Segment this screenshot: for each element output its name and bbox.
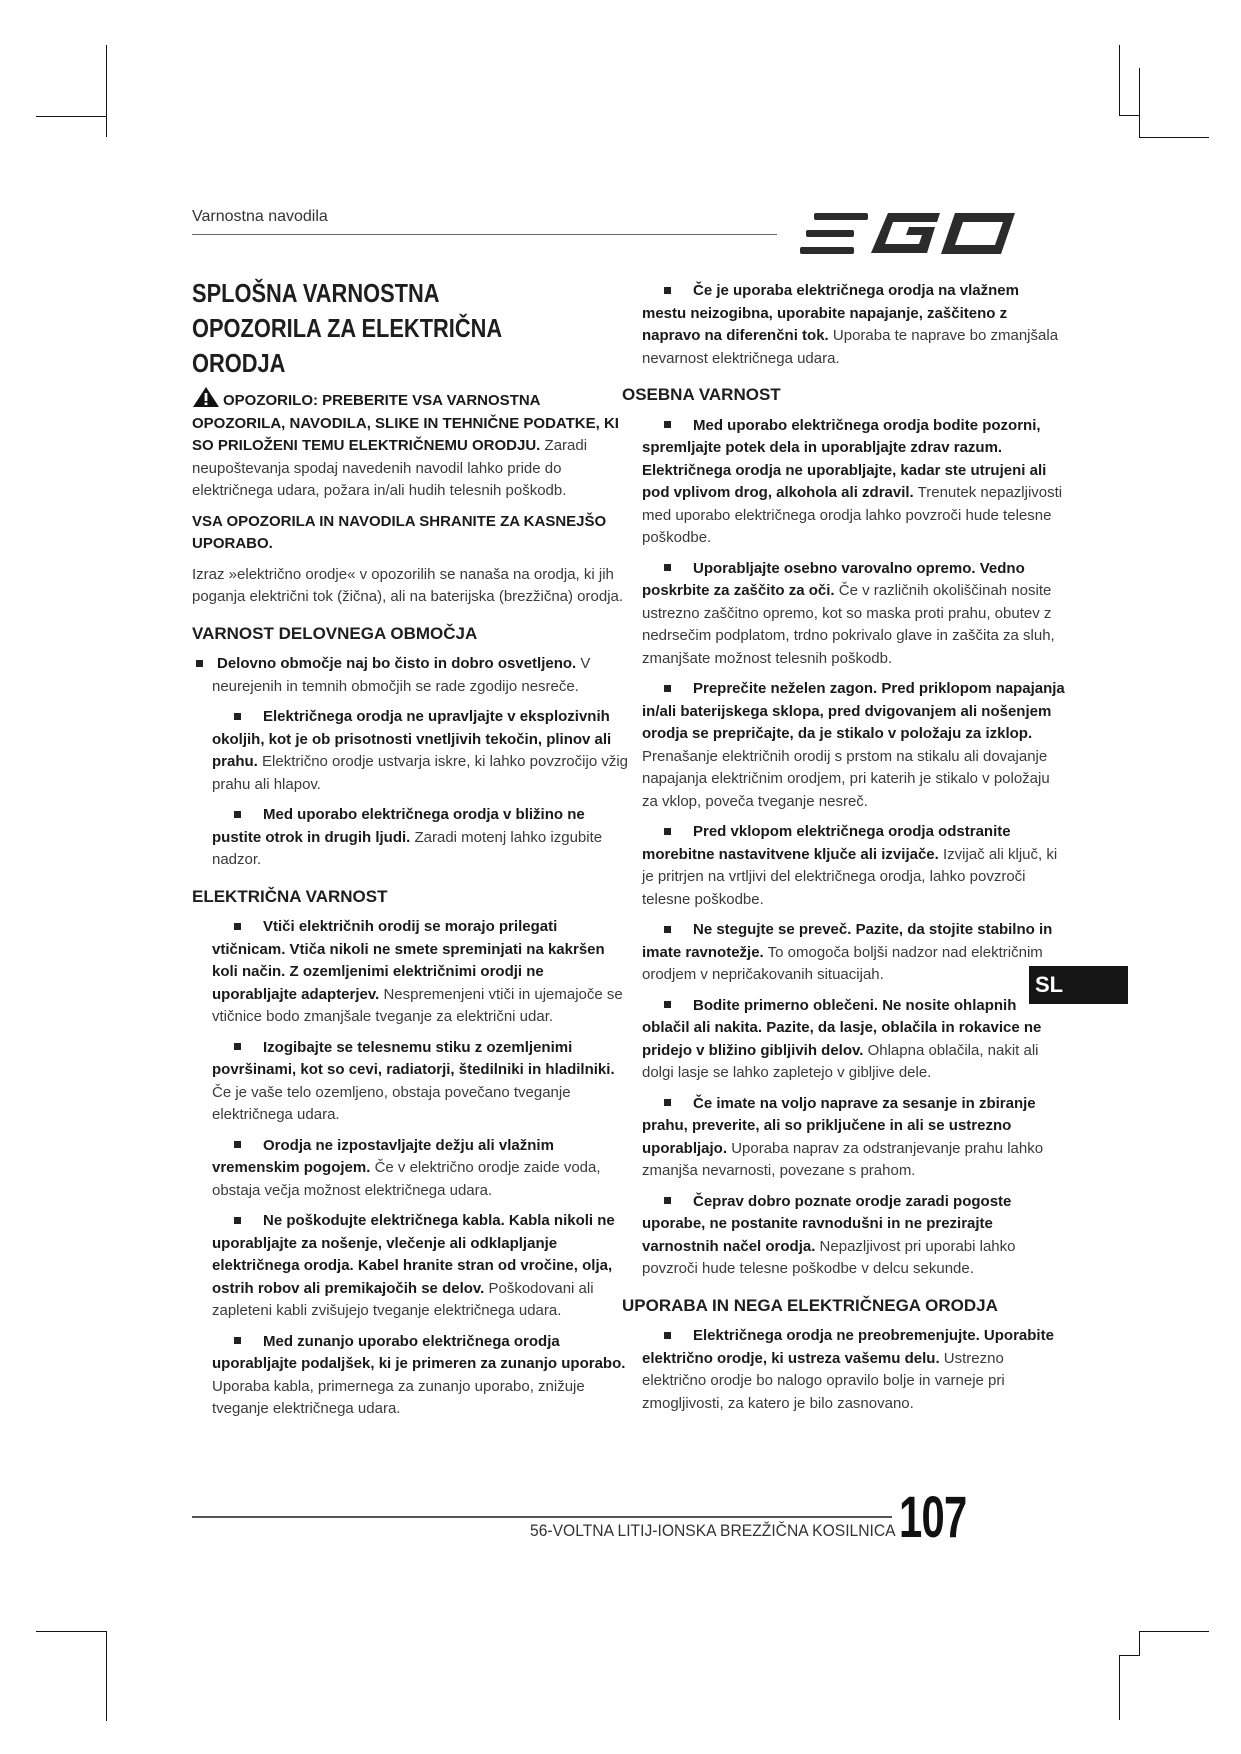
item-bold: Med zunanjo uporabo električnega orodja uporabljajte podaljšek, ki je primeren za zunanjo uporabo. <box>212 1332 626 1372</box>
footer-title: 56-VOLTNA LITIJ-IONSKA BREZŽIČNA KOSILNICA <box>530 1521 896 1540</box>
page-number: 107 <box>899 1485 967 1550</box>
brand-logo <box>800 205 1030 268</box>
item-text: Uporaba te naprave bo zmanjšala nevarnost električnega udara. <box>642 327 1059 367</box>
warning-text: Zaradi neupoštevanja spodaj navedenih navodil lahko pride do električnega udara, požara in/ali hudih telesnih poškodb. <box>192 437 588 499</box>
bullet-square-icon <box>664 564 671 571</box>
list-item <box>622 678 1067 813</box>
footer-rule <box>192 1516 892 1518</box>
crop-mark-top-left <box>36 116 106 117</box>
crop-mark-top-right <box>1139 68 1140 138</box>
crop-mark-top-left <box>106 45 107 137</box>
item-text: Nespremenjeni vtiči in ujemajoče se vtičnice bodo zmanjšale tveganje za električni udar. <box>212 985 623 1025</box>
section-heading-electric: ELEKTRIČNA VARNOST <box>192 886 388 906</box>
bullet-square-icon <box>664 828 671 835</box>
item-text: To omogoča boljši nadzor nad električnim orodjem v nepričakovanih situacijah. <box>642 943 1043 983</box>
intro-paragraph: Izraz »električno orodje« v opozorilih se nanaša na orodja, ki jih poganja električni tok (žična), ali na baterijska (brezžična) orodja. <box>192 565 624 605</box>
item-bold: Ne poškodujte električnega kabla. Kabla nikoli ne uporabljajte za nošenje, vlečenje ali odklapljanje električnega orodja. Kabel hranite stran od vročine, olja, ostrih robov ali premikajočih se delov. <box>212 1212 615 1297</box>
bullet-square-icon <box>664 685 671 692</box>
crop-mark-top-right <box>1139 137 1209 138</box>
item-text: Prenašanje električnih orodij s prstom na stikalu ali dovajanje napajanja električnim orodjem, pri katerih je stikalo v položaju za vklop, poveča tveganje nesreč. <box>642 747 1050 810</box>
left-column <box>192 276 632 1429</box>
item-text: Ohlapna oblačila, nakit ali dolgi lasje se lahko zapletejo v gibljive dele. <box>642 1041 1039 1081</box>
item-text: Uporaba kabla, primernega za zunanjo uporabo, znižuje tveganje električnega udara. <box>212 1377 585 1417</box>
bullet-square-icon <box>234 923 241 930</box>
item-text: Če v različnih okoliščinah nosite ustrezno zaščitno opremo, kot so maska proti prahu, obutev z nedrsečim podplatom, trdno pokrivalo glave in zaščita za sluh, zmanjšate možnost telesnih poškodb. <box>642 582 1055 667</box>
item-bold: Med uporabo električnega orodja bodite pozorni, spremljajte potek dela in uporabljajte zdrav razum. Električnega orodja ne uporabljajte, kadar ste utrujeni ali pod vplivom drog, alkohola ali zdravil. <box>642 416 1047 501</box>
bullet-square-icon <box>664 1001 671 1008</box>
crop-mark-top-right <box>1119 45 1120 115</box>
bullet-square-icon <box>196 660 203 667</box>
list-item <box>622 1191 1067 1281</box>
list-item <box>622 1093 1067 1183</box>
bullet-square-icon <box>664 287 671 294</box>
running-header: Varnostna navodila <box>192 208 328 225</box>
save-instructions: VSA OPOZORILA IN NAVODILA SHRANITE ZA KASNEJŠO UPORABO. <box>192 512 607 552</box>
item-text: Izvijač ali ključ, ki je pritrjen na vrtljivi del električnega orodja, lahko povzroči telesne poškodbe. <box>642 845 1058 908</box>
bullet-square-icon <box>664 1197 671 1204</box>
section-heading-work-area: VARNOST DELOVNEGA OBMOČJA <box>192 623 478 643</box>
item-bold: Vtiči električnih orodij se morajo prilegati vtičnicam. Vtiča nikoli ne smete spreminjati na kakršen koli način. Z ozemljenimi električnimi orodji ne uporabljajte adapterjev. <box>212 918 605 1003</box>
item-bold: Če imate na voljo naprave za sesanje in zbiranje prahu, preverite, ali so priključene in ali se ustrezno uporabljajo. <box>642 1094 1036 1157</box>
item-bold: Če je uporaba električnega orodja na vlažnem mestu neizogibna, uporabite napajanje, zaščiteno z napravo na diferenčni tok. <box>642 282 1019 344</box>
warning-heading: OPOZORILO: PREBERITE VSA VARNOSTNA OPOZORILA, NAVODILA, SLIKE IN TEHNIČNE PODATKE, KI SO PRILOŽENI TEMU ELEKTRIČNEMU ORODJU. <box>192 392 619 454</box>
item-bold: Izogibajte se telesnemu stiku z ozemljenimi površinami, kot so cevi, radiatorji, štedilniki in hladilniki. <box>212 1038 615 1078</box>
list-item <box>622 821 1067 911</box>
list-item <box>622 1325 1067 1415</box>
bullet-square-icon <box>234 1141 241 1148</box>
main-title: SPLOŠNA VARNOSTNA OPOZORILA ZA ELEKTRIČNA ORODJA <box>192 278 502 378</box>
item-text: Zaradi motenj lahko izgubite nadzor. <box>212 828 603 868</box>
item-text: V neurejenih in temnih območjih se rade zgodijo nesreče. <box>212 655 591 695</box>
bullet-square-icon <box>234 1217 241 1224</box>
item-text: Če v električno orodje zaide voda, obstaja večja možnost električnega udara. <box>212 1159 601 1199</box>
section-heading-personal: OSEBNA VARNOST <box>622 385 781 404</box>
bullet-square-icon <box>664 1099 671 1106</box>
list-item <box>622 995 1067 1085</box>
item-bold: Bodite primerno oblečeni. Ne nosite ohlapnih oblačil ali nakita. Pazite, da lasje, oblačila in rokavice ne pridejo v bližino gibljivih delov. <box>642 996 1042 1059</box>
section-heading-use-care: UPORABA IN NEGA ELEKTRIČNEGA ORODJA <box>622 1295 998 1315</box>
item-text: Ustrezno električno orodje bo nalogo opravilo bolje in varneje pri zmogljivosti, za katero je bilo zasnovano. <box>642 1349 1005 1412</box>
item-bold: Orodja ne izpostavljajte dežju ali vlažnim vremenskim pogojem. <box>212 1136 554 1176</box>
header-rule <box>192 234 777 235</box>
item-text: Poškodovani ali zapleteni kabli zvišujejo tveganje električnega udara. <box>212 1279 594 1319</box>
item-text: Če je vaše telo ozemljeno, obstaja povečano tveganje električnega udara. <box>212 1083 571 1123</box>
bullet-square-icon <box>664 926 671 933</box>
right-column <box>622 280 1067 1423</box>
crop-mark-bottom-left <box>106 1631 107 1721</box>
bullet-square-icon <box>664 1332 671 1339</box>
crop-mark-bottom-right <box>1139 1631 1140 1656</box>
warning-paragraph <box>192 386 632 503</box>
item-bold: Električnega orodja ne preobremenjujte. Uporabite električno orodje, ki ustreza vašemu delu. <box>642 1327 1054 1367</box>
bullet-square-icon <box>234 713 241 720</box>
list-item <box>622 558 1067 671</box>
item-bold: Delovno območje naj bo čisto in dobro osvetljeno. <box>217 655 577 672</box>
bullet-square-icon <box>664 421 671 428</box>
language-tab: SL <box>1029 966 1128 1004</box>
list-item <box>622 415 1067 550</box>
list-item <box>622 919 1067 987</box>
list-item <box>192 653 632 698</box>
list-item <box>192 1037 632 1127</box>
crop-mark-bottom-right <box>1119 1655 1140 1656</box>
crop-mark-bottom-right <box>1139 1631 1209 1632</box>
list-item <box>192 916 632 1029</box>
item-text: Trenutek nepazljivosti med uporabo električnega orodja lahko povzroči hude telesne poškodbe. <box>642 484 1063 546</box>
item-bold: Pred vklopom električnega orodja odstranite morebitne nastavitvene ključe ali izvijače. <box>642 823 1011 863</box>
item-bold: Električnega orodja ne upravljajte v eksplozivnih okoljih, kot je ob prisotnosti vnetljivih tekočin, plinov ali prahu. <box>212 708 612 770</box>
list-item <box>192 706 632 796</box>
list-item <box>192 1210 632 1323</box>
list-item <box>192 1135 632 1203</box>
bullet-square-icon <box>234 1337 241 1344</box>
item-text: Električno orodje ustvarja iskre, ki lahko povzročijo vžig prahu ali hlapov. <box>212 753 628 793</box>
warning-triangle-icon <box>192 386 220 408</box>
list-item <box>192 804 632 872</box>
ego-logo-icon <box>800 205 1030 263</box>
item-bold: Preprečite neželen zagon. Pred priklopom napajanja in/ali baterijskega sklopa, pred dvigovanjem ali nošenjem orodja se prepričajte, da je stikalo v položaju za izklop. <box>642 680 1065 742</box>
list-item <box>622 280 1067 370</box>
item-bold: Uporabljajte osebno varovalno opremo. Vedno poskrbite za zaščito za oči. <box>642 559 1025 599</box>
crop-mark-bottom-left <box>36 1631 106 1632</box>
crop-mark-bottom-right <box>1119 1655 1120 1720</box>
item-bold: Med uporabo električnega orodja v bližino ne pustite otrok in drugih ljudi. <box>212 806 585 846</box>
item-text: Uporaba naprav za odstranjevanje prahu lahko zmanjša nevarnosti, povezane s prahom. <box>642 1139 1044 1179</box>
item-bold: Ne stegujte se preveč. Pazite, da stojite stabilno in imate ravnotežje. <box>642 921 1053 961</box>
item-bold: Čeprav dobro poznate orodje zaradi pogoste uporabe, ne postanite ravnodušni in ne prezirajte varnostnih načel orodja. <box>642 1192 1012 1255</box>
list-item <box>192 1331 632 1421</box>
item-text: Nepazljivost pri uporabi lahko povzroči hude telesne poškodbe v delcu sekunde. <box>642 1237 1016 1277</box>
bullet-square-icon <box>234 1043 241 1050</box>
crop-mark-top-right <box>1119 115 1139 116</box>
bullet-square-icon <box>234 811 241 818</box>
